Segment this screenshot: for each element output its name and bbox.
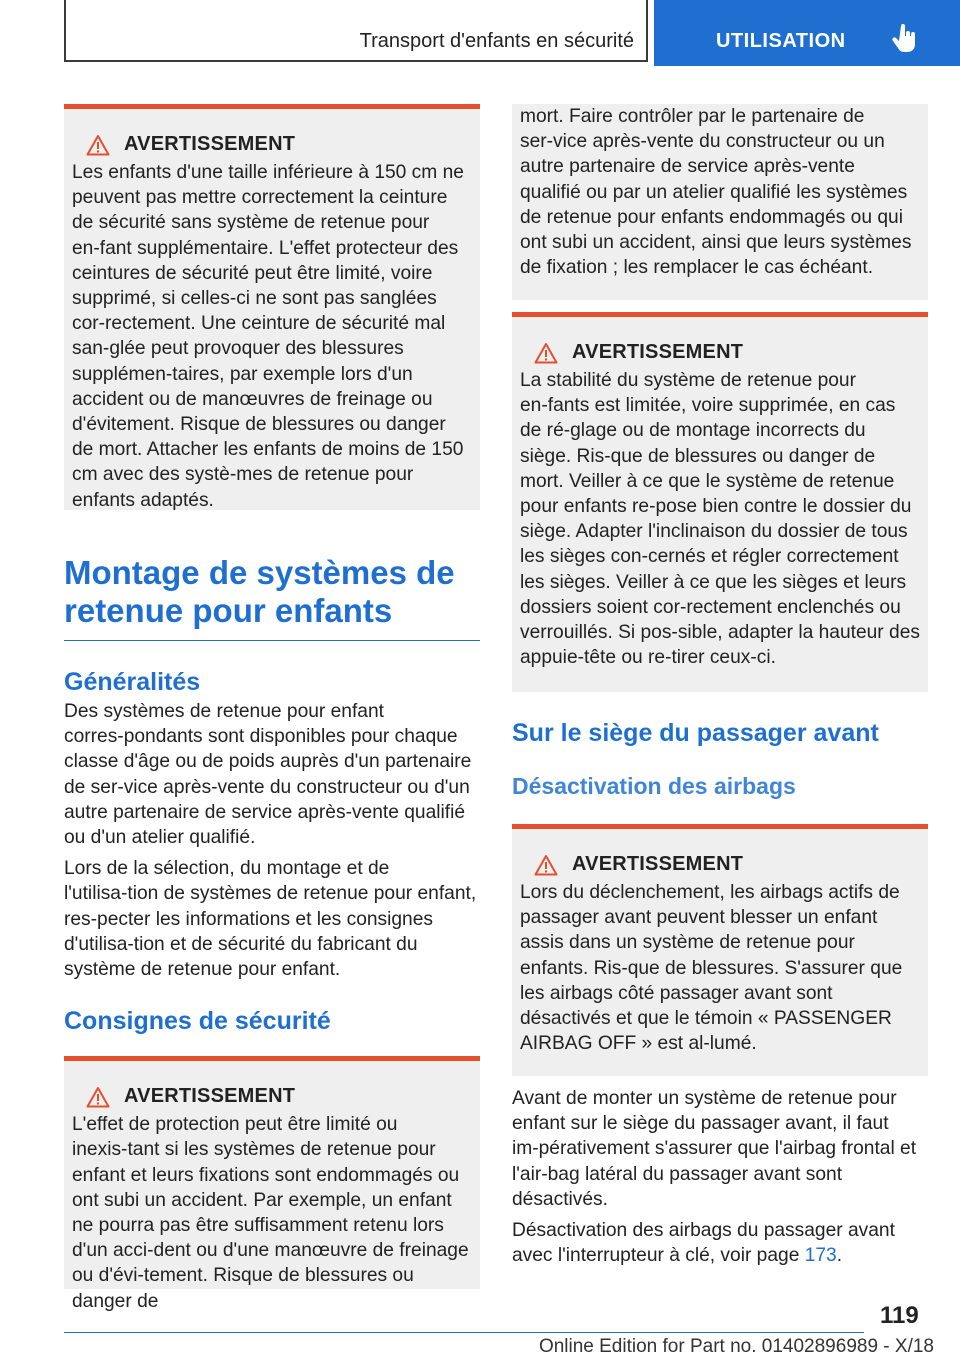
warning-text: L'effet de protection peut être limité ou inexis‑tant si les systèmes de retenue pour enfant et leurs fixations sont endommagés ou ont subi un accident. Par exemple, un enfant ne pourra pas être suffisamment retenu lors d'un acci‑dent ou d'une manœuvre de freinage ou d'évi‑tement. Risque de blessures ou danger de bbox=[72, 1114, 469, 1312]
warning-header bbox=[86, 1085, 472, 1108]
warning-triangle-icon bbox=[534, 854, 558, 876]
warning-header bbox=[534, 341, 920, 364]
body-paragraph: Lors de la sélection, du montage et de l'utilisa‑tion de systèmes de retenue pour enfant, res‑pecter les informations et les consignes d'utilisa‑tion et de sécurité du fabricant du système de retenue pour enfant. bbox=[64, 858, 477, 981]
warning-box bbox=[512, 824, 928, 1076]
warning-header bbox=[534, 853, 920, 876]
page-reference-link[interactable]: 173 bbox=[804, 1245, 837, 1267]
warning-label: AVERTISSEMENT bbox=[572, 341, 744, 363]
body-text: Désactivation des airbags du passager avant avec l'interrupteur à clé, voir page bbox=[512, 1220, 895, 1267]
warning-header bbox=[86, 133, 472, 156]
footer-edition-text: Online Edition for Part no. 01402896989 - X/18 bbox=[538, 1336, 934, 1357]
warning-box-continued bbox=[512, 104, 928, 300]
subsection-title-consignes: Consignes de sécurité bbox=[64, 1007, 331, 1036]
warning-triangle-icon bbox=[534, 342, 558, 364]
hand-pointer-icon bbox=[892, 24, 918, 54]
body-paragraph: Des systèmes de retenue pour enfant corres‑pondants sont disponibles pour chaque classe d'âge ou de poids auprès d'un partenaire de ser‑vice après‑vente du constructeur ou d'un autre partenaire de service après‑vente qualifié ou d'un atelier qualifié. bbox=[64, 701, 472, 849]
warning-box bbox=[64, 1056, 480, 1312]
warning-triangle-icon bbox=[86, 134, 110, 156]
header-chapter-tab[interactable] bbox=[654, 0, 960, 66]
warning-box bbox=[512, 312, 928, 692]
warning-text: mort. Faire contrôler par le partenaire de ser‑vice après‑vente du constructeur ou un autre partenaire de service après‑vente qualifié ou par un atelier qualifié les systèmes de retenue pour enfants endommagés ou qui ont subi un accident, ainsi que leurs systèmes de fixation ; les remplacer le cas échéant. bbox=[520, 106, 912, 279]
header-chapter-label: UTILISATION bbox=[716, 30, 846, 52]
page-number: 119 bbox=[880, 1302, 919, 1329]
subsection-title-generalites: Généralités bbox=[64, 668, 201, 696]
warning-text: Les enfants d'une taille inférieure à 150 cm ne peuvent pas mettre correctement la ceinture de sécurité sans système de retenue pour en‑fant supplémentaire. L'effet protecteur des ceintures de sécurité peut être limité, voire supprimé, si celles‑ci ne sont pas sanglées cor‑rectement. Une ceinture de sécurité mal san‑glée peut provoquer des blessures supplémen‑taires, par exemple lors d'un accident ou de manœuvres de freinage ou d'évitement. Risque de blessures ou danger de mort. Attacher les enfants de moins de 150 cm avec des systè‑mes de retenue pour enfants adaptés. bbox=[72, 162, 464, 511]
body-paragraph: Avant de monter un système de retenue pour enfant sur le siège du passager avant, il faut im‑pérativement s'assurer que l'airbag frontal et l'air‑bag latéral du passager avant sont désactivés. bbox=[512, 1088, 917, 1210]
section-title: Montage de systèmes de retenue pour enfants bbox=[64, 554, 480, 641]
left-column bbox=[64, 104, 480, 1312]
warning-text: Lors du déclenchement, les airbags actifs de passager avant peuvent blesser un enfant assis dans un système de retenue pour enfants. Ris‑que de blessures. S'assurer que les airbags côté passager avant sont désactivés et que le témoin « PASSENGER AIRBAG OFF » est al‑lumé. bbox=[520, 882, 903, 1055]
right-column bbox=[512, 104, 928, 1268]
subsection-title-passager: Sur le siège du passager avant bbox=[512, 719, 879, 747]
body-text-end: . bbox=[836, 1245, 843, 1267]
warning-label: AVERTISSEMENT bbox=[124, 1085, 296, 1108]
body-paragraph-with-link bbox=[512, 1218, 928, 1268]
warning-triangle-icon bbox=[86, 1086, 110, 1108]
subsubsection-title-desactivation: Désactivation des airbags bbox=[512, 773, 796, 799]
warning-label: AVERTISSEMENT bbox=[572, 853, 744, 875]
header-section-box bbox=[64, 0, 648, 62]
footer-divider bbox=[64, 1332, 864, 1333]
warning-label: AVERTISSEMENT bbox=[124, 133, 296, 155]
warning-text: La stabilité du système de retenue pour en‑fants est limitée, voire supprimée, en cas de ré‑glage ou de montage incorrects du siège. Ris‑que de blessures ou danger de mort. Veiller à ce que le système de retenue pour enfants re‑pose bien contre le dossier du siège. Adapter l'inclinaison du dossier de tous les sièges con‑cernés et régler correctement les sièges. Veiller à ce que les sièges et leurs dossiers soient cor‑rectement enclenchés ou verrouillés. Si pos‑sible, adapter la hauteur des appuie‑tête ou re‑tirer ceux‑ci. bbox=[520, 370, 920, 669]
header-section-title: Transport d'enfants en sécurité bbox=[359, 30, 634, 52]
warning-box bbox=[64, 104, 480, 510]
